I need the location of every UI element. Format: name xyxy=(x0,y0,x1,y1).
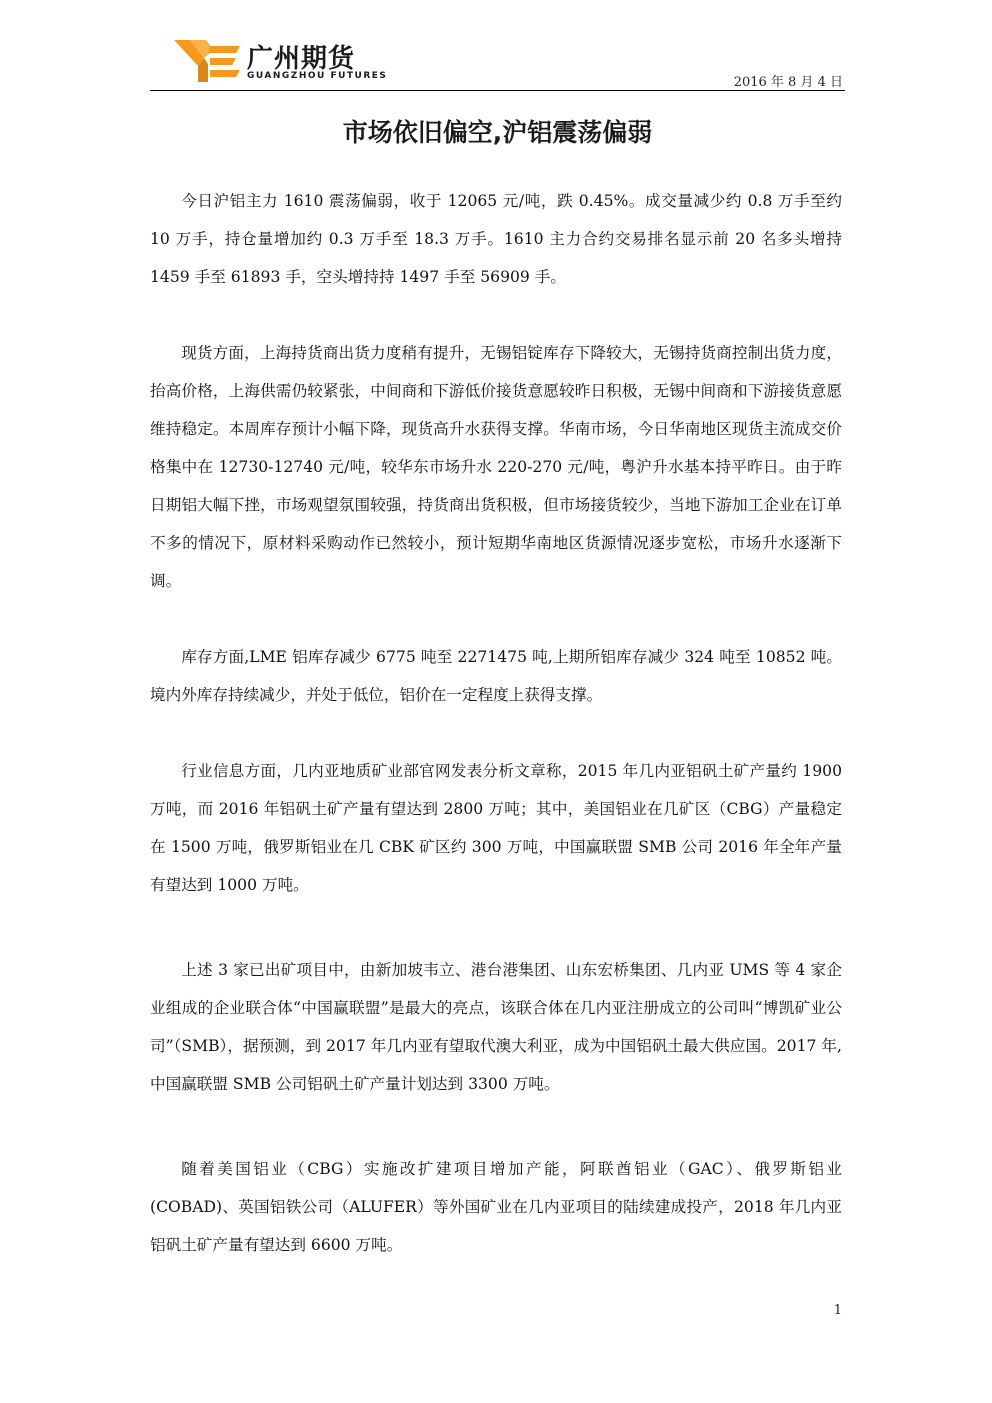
report-date: 2016 年 8 月 4 日 xyxy=(733,75,843,90)
document-title: 市场依旧偏空,沪铝震荡偏弱 xyxy=(342,118,653,147)
header-divider xyxy=(150,90,845,91)
paragraph-inventory: 库存方面,LME 铝库存减少 6775 吨至 2271475 吨,上期所铝库存减少 324 吨至 10852 吨。境内外库存持续减少，并处于低位，铝价在一定程度上获得支撑。 xyxy=(150,648,842,704)
paragraph-consortium: 上述 3 家已出矿项目中，由新加坡韦立、港台港集团、山东宏桥集团、几内亚 UMS 等 4 家企业组成的企业联合体“中国赢联盟”是最大的亮点，该联合体在几内亚注册成立的公司叫“博凯矿业公司”（SMB），据预测，到 2017 年几内亚有望取代澳大利亚，成为中国铝矾土最大供应国。2017 年,中国赢联盟 SMB 公司铝矾土矿产量计划达到 3300 万吨。 xyxy=(150,961,842,1093)
paragraph-industry-news: 行业信息方面，几内亚地质矿业部官网发表分析文章称，2015 年几内亚铝矾土矿产量约 1900 万吨，而 2016 年铝矾土矿产量有望达到 2800 万吨；其中，美国铝业在几矿区（CBG）产量稳定在 1500 万吨，俄罗斯铝业在几 CBK 矿区约 300 万吨，中国赢联盟 SMB 公司 2016 年全年产量有望达到 1000 万吨。 xyxy=(150,762,842,894)
brand-name: 广州期货 xyxy=(247,44,356,74)
page-number: 1 xyxy=(833,1303,842,1318)
page-header xyxy=(150,38,845,94)
paragraph-outlook: 随着美国铝业（CBG）实施改扩建项目增加产能，阿联酋铝业（GAC）、俄罗斯铝业(COBAD)、英国铝铁公司（ALUFER）等外国矿业在几内亚项目的陆续建成投产，2018 年几内亚铝矾土矿产量有望达到 6600 万吨。 xyxy=(150,1160,842,1254)
paragraph-spot-market: 现货方面，上海持货商出货力度稍有提升，无锡铝锭库存下降较大，无锡持货商控制出货力度，抬高价格，上海供需仍较紧张，中间商和下游低价接货意愿较昨日积极，无锡中间商和下游接货意愿维持稳定。本周库存预计小幅下降，现货高升水获得支撑。华南市场，今日华南地区现货主流成交价格集中在 12730-12740 元/吨，较华东市场升水 220-270 元/吨，粤沪升水基本持平昨日。由于昨日期铝大幅下挫，市场观望氛围较强，持货商出货积极，但市场接货较少，当地下游加工企业在订单不多的情况下，原材料采购动作已然较小，预计短期华南地区货源情况逐步宽松，市场升水逐渐下调。 xyxy=(150,344,842,590)
guangzhou-futures-logo-icon xyxy=(174,40,240,82)
paragraph-market-summary: 今日沪铝主力 1610 震荡偏弱，收于 12065 元/吨，跌 0.45%。成交量减少约 0.8 万手至约 10 万手，持仓量增加约 0.3 万手至 18.3 万手。1610 主力合约交易排名显示前 20 名多头增持 1459 手至 61893 手，空头增持持 1497 手至 56909 手。 xyxy=(150,192,842,286)
document-body xyxy=(150,182,842,1302)
brand-subtitle: GUANGZHOU FUTURES xyxy=(247,71,388,81)
